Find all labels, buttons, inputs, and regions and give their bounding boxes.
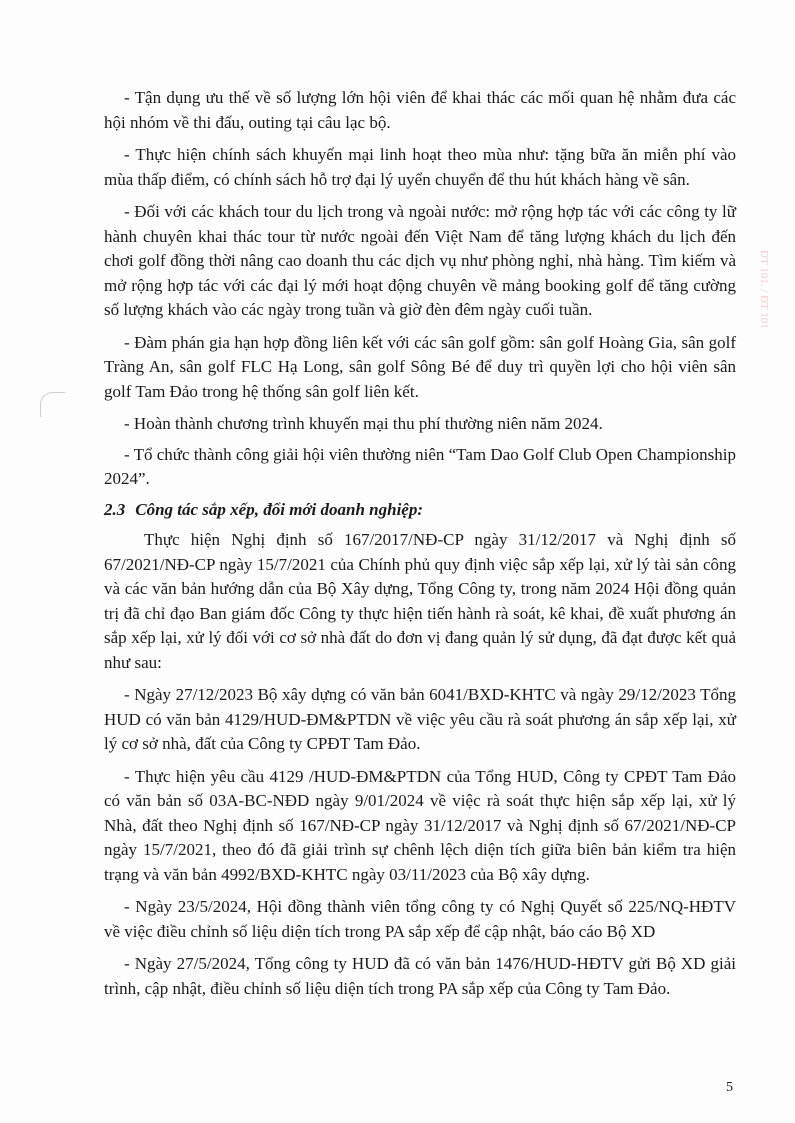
punch-hole-mark (40, 392, 65, 417)
paragraph-partner-courses: - Đàm phán gia hạn hợp đồng liên kết với các sân golf gồm: sân golf Hoàng Gia, sân golf Tràng An, sân golf FLC Hạ Long, sân golf Sông Bé để duy trì quyền lợi cho hội viên sân golf Tam Đảo trong hệ thống sân golf liên kết. (104, 332, 736, 401)
paragraph-hud-document: - Ngày 27/5/2024, Tổng công ty HUD đã có văn bản 1476/HUD-HĐTV gửi Bộ XD giải trình, cập nhật, điều chỉnh số liệu diện tích trong PA sắp xếp của Công ty Tam Đảo. (104, 954, 736, 998)
paragraph-decree-implementation: Thực hiện Nghị định số 167/2017/NĐ-CP ngày 31/12/2017 và Nghị định số 67/2021/NĐ-CP ngày 15/7/2021 của Chính phủ quy định việc sắp xếp lại, xử lý tài sản công và các văn bản hướng dẫn của Bộ Xây dựng, Tổng Công ty, trong năm 2024 Hội đồng quản trị đã chỉ đạo Ban giám đốc Công ty thực hiện tiến hành rà soát, kê khai, đề xuất phương án sắp xếp lại, xử lý đối với cơ sở nhà đất do đơn vị đang quản lý sử dụng, đã đạt được kết quả như sau: (104, 530, 736, 672)
paragraph-ministry-document: - Ngày 27/12/2023 Bộ xây dựng có văn bản 6041/BXD-KHTC và ngày 29/12/2023 Tổng HUD có văn bản 4129/HUD-ĐM&PTDN về việc yêu cầu rà soát phương án sắp xếp lại, xử lý cơ sở nhà, đất của Công ty CPĐT Tam Đảo. (104, 685, 736, 753)
document-body (104, 86, 736, 1009)
paragraph-members-advantage: - Tận dụng ưu thế về số lượng lớn hội viên để khai thác các mối quan hệ nhằm đưa các hội nhóm về thi đấu, outing tại câu lạc bộ. (104, 88, 736, 132)
side-stamp: ĐT 101. / ĐT 101 (758, 250, 770, 329)
page-number: 5 (726, 1080, 733, 1095)
paragraph-seasonal-promotion: - Thực hiện chính sách khuyến mại linh hoạt theo mùa như: tặng bữa ăn miễn phí vào mùa thấp điểm, có chính sách hỗ trợ đại lý uyển chuyển để thu hút khách hàng về sân. (104, 145, 736, 189)
section-title: Công tác sắp xếp, đổi mới doanh nghiệp: (135, 499, 424, 519)
section-number: 2.3 (104, 499, 126, 519)
paragraph-championship: - Tổ chức thành công giải hội viên thường niên “Tam Dao Golf Club Open Championship 2024”. (104, 444, 736, 488)
paragraph-tour-cooperation: - Đối với các khách tour du lịch trong và ngoài nước: mở rộng hợp tác với các công ty lữ hành chuyên khai thác tour từ nước ngoài đến Việt Nam để tăng lượng khách du lịch đến chơi golf đồng thời nâng cao doanh thu các dịch vụ như phòng nghỉ, nhà hàng. Tìm kiếm và mở rộng hợp tác với các đại lý mới hoạt động chuyên về mảng booking golf để tăng cường số lượng khách vào các ngày trong tuần và giờ đèn đêm ngày cuối tuần. (104, 202, 736, 319)
paragraph-review-report: - Thực hiện yêu cầu 4129 /HUD-ĐM&PTDN của Tổng HUD, Công ty CPĐT Tam Đảo có văn bản số 03A-BC-NĐD ngày 9/01/2024 về việc rà soát thực hiện sắp xếp lại, xử lý Nhà, đất theo Nghị định số 167/NĐ-CP ngày 31/12/2017 và Nghị định số 67/2021/NĐ-CP ngày 15/7/2021, theo đó đã giải trình sự chênh lệch diện tích giữa biên bản kiểm tra hiện trạng và văn bản 4992/BXD-KHTC ngày 03/11/2023 của Bộ xây dựng. (104, 766, 736, 884)
paragraph-resolution: - Ngày 23/5/2024, Hội đồng thành viên tổng công ty có Nghị Quyết số 225/NQ-HĐTV về việc điều chỉnh số liệu diện tích trong PA sắp xếp để cập nhật, báo cáo Bộ XD (104, 897, 736, 941)
paragraph-annual-fee-promo: - Hoàn thành chương trình khuyến mại thu phí thường niên năm 2024. (124, 414, 603, 433)
section-heading (104, 498, 736, 523)
